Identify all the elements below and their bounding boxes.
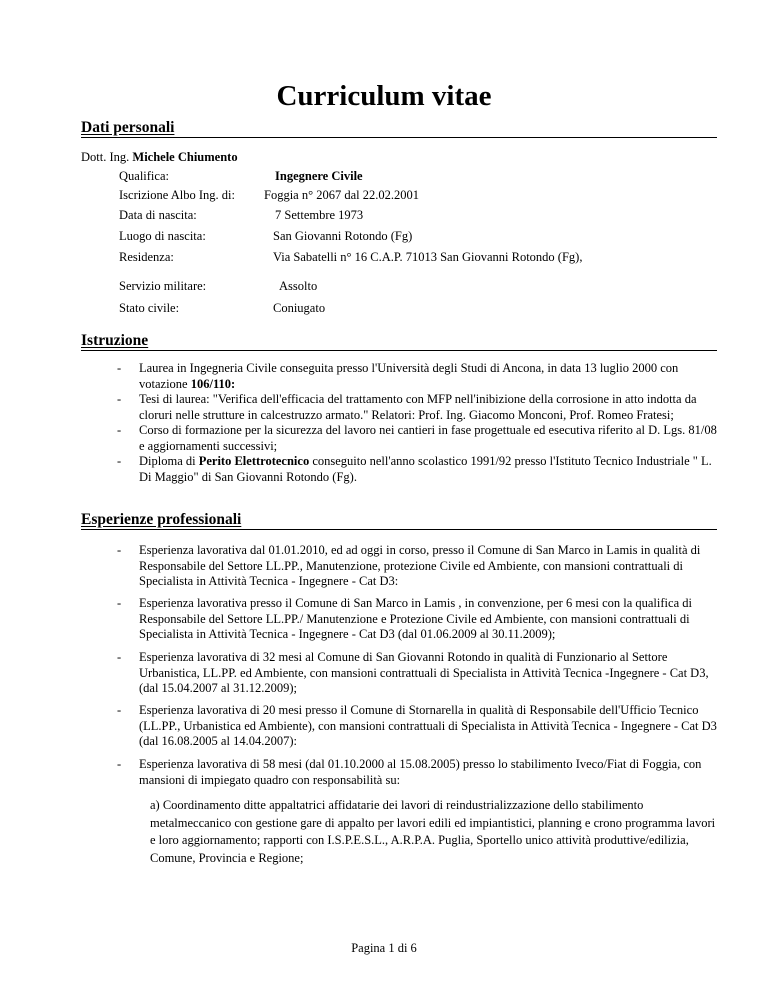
info-row-data-nascita xyxy=(119,208,719,224)
info-label: Iscrizione Albo Ing. di: xyxy=(119,188,235,202)
list-item-text: Tesi di laurea: "Verifica dell'efficacia del trattamento con MFP nell'inibizione della corrosione in atto indotta da cloruri nelle strutture in calcestruzzo armato." Relatori: Prof. Ing. Giacomo Monconi, Prof. Romeo Fratesi; xyxy=(139,392,697,422)
section-heading-label: Dati personali xyxy=(81,119,175,136)
experience-item-5 xyxy=(81,757,721,788)
bullet-dash: - xyxy=(117,596,122,610)
info-label: Luogo di nascita: xyxy=(119,229,206,243)
list-item xyxy=(81,392,721,423)
bullet-dash: - xyxy=(117,454,122,468)
info-label: Residenza: xyxy=(119,250,174,264)
info-label: Servizio militare: xyxy=(119,279,207,293)
list-item xyxy=(81,650,721,697)
info-value: 7 Settembre 1973 xyxy=(275,208,364,222)
experience-item-3 xyxy=(81,650,721,697)
list-item xyxy=(81,361,721,392)
bullet-dash: - xyxy=(117,361,122,375)
info-value: Coniugato xyxy=(273,301,326,315)
list-item xyxy=(81,703,721,750)
info-row-servizio-militare xyxy=(119,279,719,295)
page-number: Pagina 1 di 6 xyxy=(351,941,417,955)
bullet-dash: - xyxy=(117,650,122,664)
info-row-luogo-nascita xyxy=(119,229,719,245)
section-heading-education xyxy=(81,331,717,351)
list-item-text: Esperienza lavorativa presso il Comune di San Marco in Lamis , in convenzione, per 6 mesi con la qualifica di Responsabile del Settore LL.PP./ Manutenzione e Protezione Civile ed Ambiente, con mansioni contrattuali di Specialista in Attività Tecnica - Ingegnere - Cat D3 (dal 01.06.2009 al 30.11.2009); xyxy=(139,596,692,641)
experience-sub-item: a) Coordinamento ditte appaltatrici affidatarie dei lavori di reindustrializzazione dello stabilimento metalmeccanico con gestione gare di appalto per lavori edili ed impiantistici, planning e crono programma lavori e loro aggiornamento; rapporti con I.S.P.E.S.L., A.R.P.A. Puglia, Sportello unico attività produttive/edilizia, Comune, Provincia e Regione; xyxy=(150,798,716,865)
info-value: Foggia n° 2067 dal 22.02.2001 xyxy=(264,188,419,202)
bullet-dash: - xyxy=(117,543,122,557)
bullet-dash: - xyxy=(117,703,122,717)
list-item-text: Esperienza lavorativa dal 01.01.2010, ed ad oggi in corso, presso il Comune di San Marco in Lamis in qualità di Responsabile del Settore LL.PP., Manutenzione, protezione Civile ed Ambiente, con mansioni contrattuali di Specialista in Attività Tecnica - Ingegnere - Cat D3: xyxy=(139,543,701,588)
bullet-dash: - xyxy=(117,757,122,771)
name-prefix: Dott. Ing. xyxy=(81,150,133,164)
list-item-text: Esperienza lavorativa di 20 mesi presso il Comune di Stornarella in qualità di Responsabile dell'Ufficio Tecnico (LL.PP., Urbanistica ed Ambiente), con mansioni contrattuali di Specialista in Attività Tecnica - Ingegnere - Cat D3 (dal 16.08.2005 al 14.04.2007): xyxy=(139,703,717,748)
section-heading-experience xyxy=(81,510,717,530)
experience-item-1 xyxy=(81,543,721,590)
diploma-title: Perito Elettrotecnico xyxy=(198,454,310,468)
experience-item-4 xyxy=(81,703,721,750)
info-label: Stato civile: xyxy=(119,301,180,315)
bullet-dash: - xyxy=(117,423,122,437)
name-line xyxy=(81,150,238,165)
info-row-residenza xyxy=(119,250,719,266)
list-item-text: conseguito nell'anno scolastico 1991/92 presso l'Istituto Tecnico Industriale " L. Di Maggio" di San Giovanni Rotondo (Fg). xyxy=(139,454,712,484)
grade-value: 106/110: xyxy=(190,376,236,391)
info-label: Qualifica: xyxy=(119,169,169,183)
list-item xyxy=(81,757,721,788)
person-name: Michele Chiumento xyxy=(132,150,238,164)
list-item-text: Diploma di xyxy=(139,454,199,468)
list-item-text: Laurea in Ingegneria Civile conseguita presso l'Università degli Studi di Ancona, in data 13 luglio 2000 con votazione xyxy=(139,361,679,391)
section-heading-label: Esperienze professionali xyxy=(81,511,242,528)
info-row-stato-civile xyxy=(119,301,719,317)
list-item-text: Esperienza lavorativa di 32 mesi al Comune di San Giovanni Rotondo in qualità di Funzionario al Settore Urbanistica, LL.PP. ed Ambiente, con mansioni contrattuali di Specialista in Attività Tecnica -Ingegnere - Cat D3, (dal 15.04.2007 al 31.12.2009); xyxy=(139,650,709,695)
education-list xyxy=(81,361,721,485)
info-value: Assolto xyxy=(279,279,318,293)
bullet-dash: - xyxy=(117,392,122,406)
info-row-albo xyxy=(119,188,719,204)
section-heading-label: Istruzione xyxy=(81,332,149,349)
list-item-text: Esperienza lavorativa di 58 mesi (dal 01.10.2000 al 15.08.2005) presso lo stabilimento Iveco/Fiat di Foggia, con mansioni di impiegato quadro con responsabilità su: xyxy=(139,757,702,787)
info-value: Ingegnere Civile xyxy=(275,169,363,183)
info-row-qualifica xyxy=(119,169,719,185)
list-item xyxy=(81,543,721,590)
info-value: Via Sabatelli n° 16 C.A.P. 71013 San Giovanni Rotondo (Fg), xyxy=(273,250,583,264)
list-item xyxy=(81,454,721,485)
page-title: Curriculum vitae xyxy=(276,80,492,112)
experience-item-2 xyxy=(81,596,721,643)
list-item xyxy=(81,423,721,454)
info-value: San Giovanni Rotondo (Fg) xyxy=(273,229,413,243)
section-heading-personal xyxy=(81,118,717,138)
list-item-text: Corso di formazione per la sicurezza del lavoro nei cantieri in fase progettuale ed esecutiva riferito al D. Lgs. 81/08 e aggiornamenti successivi; xyxy=(139,423,717,453)
list-item xyxy=(81,596,721,643)
info-label: Data di nascita: xyxy=(119,208,197,222)
